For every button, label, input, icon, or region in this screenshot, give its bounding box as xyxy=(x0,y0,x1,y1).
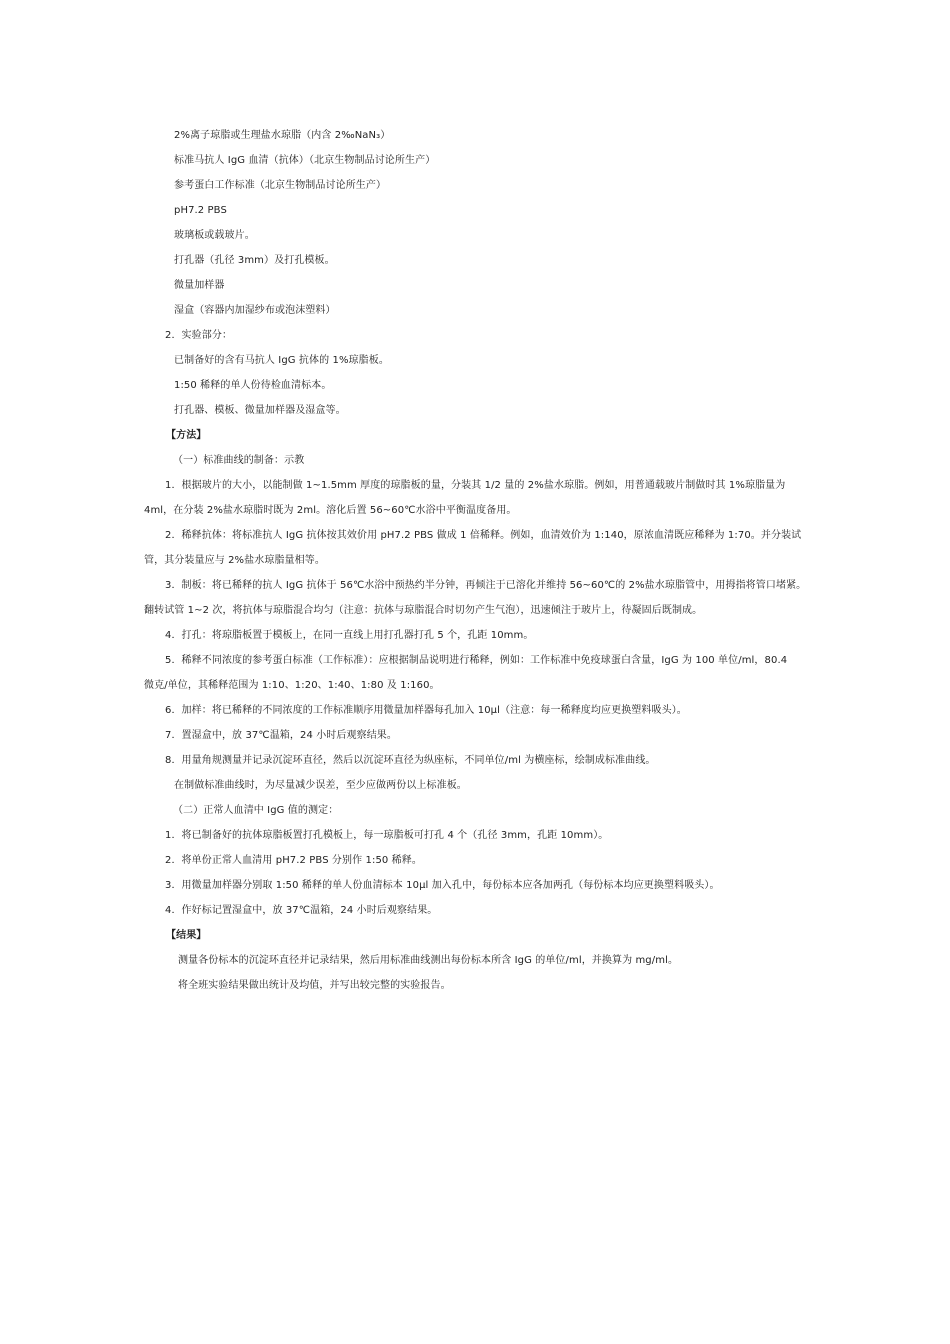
material-item: 微量加样器 xyxy=(174,280,225,291)
result-heading: 【结果】 xyxy=(166,930,207,941)
experiment-part-item: 1:50 稀释的单人份待检血清标本。 xyxy=(174,380,332,391)
method-step-line: 8．用量角规测量并记录沉淀环直径，然后以沉淀环直径为纵座标，不同单位/ml 为横座标，绘制成标准曲线。 xyxy=(165,755,656,766)
method-step-continuation: 翻转试管 1~2 次，将抗体与琼脂混合均匀（注意：抗体与琼脂混合时切勿产生气泡），迅速倾注于玻片上，待凝固后既制成。 xyxy=(144,605,703,616)
material-item: 湿盒（容器内加湿纱布或泡沫塑料） xyxy=(174,305,336,316)
material-item: 2%离子琼脂或生理盐水琼脂（内含 2‰NaN₃） xyxy=(174,130,391,141)
method-part1-heading: （一）标准曲线的制备：示教 xyxy=(173,455,305,466)
method-step-line: 3．制板：将已稀释的抗人 IgG 抗体于 56℃水浴中预热约半分钟，再倾注于已溶化并维持 56~60℃的 2%盐水琼脂管中，用拇指将管口堵紧。 xyxy=(165,580,807,591)
method-part2-step: 3．用微量加样器分别取 1:50 稀释的单人份血清标本 10μl 加入孔中，每份标本应各加两孔（每份标本均应更换塑料吸头）。 xyxy=(165,880,720,891)
method-step-continuation: 4ml，在分装 2%盐水琼脂时既为 2ml。溶化后置 56~60℃水浴中平衡温度备用。 xyxy=(144,505,517,516)
material-item: 标准马抗人 IgG 血清（抗体）（北京生物制品讨论所生产） xyxy=(174,155,436,166)
material-item: 玻璃板或载玻片。 xyxy=(174,230,255,241)
method-part2-step: 2．将单份正常人血清用 pH7.2 PBS 分别作 1:50 稀释。 xyxy=(165,855,422,866)
method-heading: 【方法】 xyxy=(166,430,207,441)
result-line: 测量各份标本的沉淀环直径并记录结果，然后用标准曲线测出每份标本所含 IgG 的单位/ml，并换算为 mg/ml。 xyxy=(178,955,679,966)
material-item: 打孔器（孔径 3mm）及打孔模板。 xyxy=(174,255,335,266)
experiment-part-item: 打孔器、模板、微量加样器及湿盒等。 xyxy=(174,405,346,416)
method-step-line: 7．置湿盒中，放 37℃温箱，24 小时后观察结果。 xyxy=(165,730,397,741)
experiment-part-heading: 2．实验部分： xyxy=(165,330,233,341)
method-part2-step: 4．作好标记置湿盒中，放 37℃温箱，24 小时后观察结果。 xyxy=(165,905,438,916)
method-step-line: 6．加样：将已稀释的不同浓度的工作标准顺序用微量加样器每孔加入 10μl（注意：每一稀释度均应更换塑料吸头）。 xyxy=(165,705,687,716)
method-part2-step: 1．将已制备好的抗体琼脂板置打孔模板上，每一琼脂板可打孔 4 个（孔径 3mm，孔距 10mm）。 xyxy=(165,830,609,841)
method-part2-heading: （二）正常人血清中 IgG 值的测定： xyxy=(173,805,339,816)
experiment-part-item: 已制备好的含有马抗人 IgG 抗体的 1%琼脂板。 xyxy=(174,355,389,366)
method-step-continuation: 微克/单位，其稀释范围为 1:10、1:20、1:40、1:80 及 1:160。 xyxy=(144,680,440,691)
result-line: 将全班实验结果做出统计及均值，并写出较完整的实验报告。 xyxy=(178,980,451,991)
method-step-continuation: 管，其分装量应与 2%盐水琼脂量相等。 xyxy=(144,555,325,566)
method-note: 在制做标准曲线时，为尽量减少误差，至少应做两份以上标准板。 xyxy=(174,780,467,791)
method-step-line: 4．打孔：将琼脂板置于模板上，在同一直线上用打孔器打孔 5 个，孔距 10mm。 xyxy=(165,630,534,641)
material-item: pH7.2 PBS xyxy=(174,205,227,216)
material-item: 参考蛋白工作标准（北京生物制品讨论所生产） xyxy=(174,180,387,191)
method-step-line: 1．根据玻片的大小，以能制做 1~1.5mm 厚度的琼脂板的量，分装其 1/2 量的 2%盐水琼脂。例如，用普通载玻片制做时其 1%琼脂量为 xyxy=(165,480,786,491)
method-step-line: 5．稀释不同浓度的参考蛋白标准（工作标准）：应根据制品说明进行稀释，例如：工作标准中免疫球蛋白含量，IgG 为 100 单位/ml，80.4 xyxy=(165,655,788,666)
method-step-line: 2．稀释抗体：将标准抗人 IgG 抗体按其效价用 pH7.2 PBS 做成 1 倍稀释。例如，血清效价为 1:140，原浓血清既应稀释为 1:70。并分装试 xyxy=(165,530,802,541)
